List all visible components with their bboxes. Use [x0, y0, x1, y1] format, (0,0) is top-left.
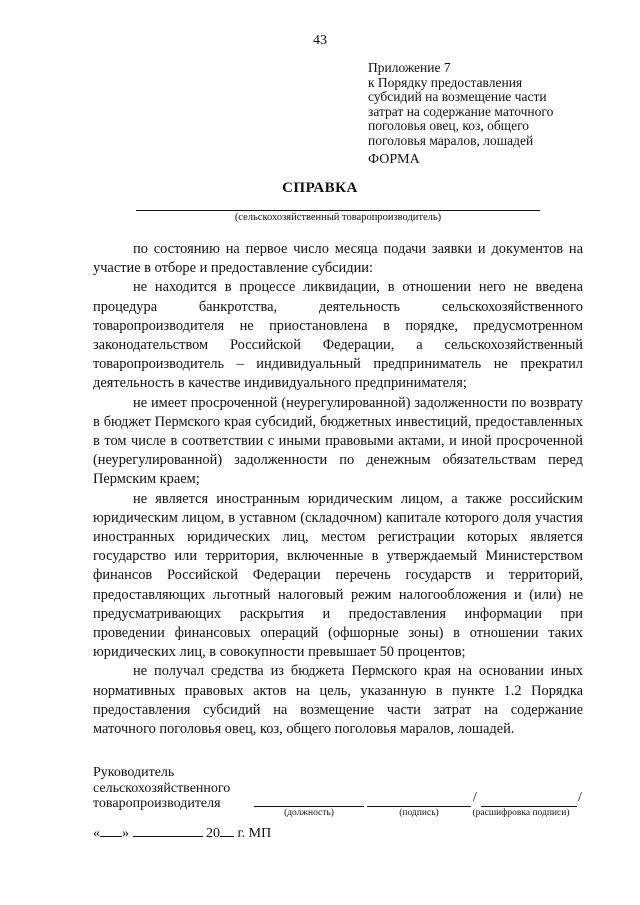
- slash-right: /: [578, 790, 582, 805]
- appendix-line: Приложение 7: [368, 60, 451, 75]
- position-fill-line[interactable]: [254, 806, 364, 807]
- date-suffix: г. МП: [237, 826, 272, 841]
- paragraph: по состоянию на первое число месяца подачи заявки и документов на участие в отборе и предоставление субсидии:: [93, 241, 583, 277]
- appendix-line: субсидий на возмещение части: [368, 89, 547, 105]
- appendix-line: затрат на содержание маточного: [368, 103, 554, 119]
- page-number: 43: [313, 33, 327, 48]
- year-blank[interactable]: [220, 824, 234, 837]
- signatory-label: [93, 765, 230, 812]
- signatory-label-line: Руководитель: [93, 765, 175, 780]
- paragraph: не является иностранным юридическим лицом, а также российским юридическим лицом, в уставном (складочном) капитале которого доля участия иностранных юридических лиц, местом регистрации которых является государство или территория, включенные в утверждаемый Министерством финансов Российской Федерации перечень государств и территорий, предоставляющих льготный налоговый режим налогообложения и (или) не предусматривающих раскрытия и предоставления информации при проведении финансовых операций (офшорные зоны) в отношении таких юридических лиц, в совокупности превышает 50 процентов;: [93, 490, 583, 661]
- decoding-caption: (расшифровка подписи): [472, 808, 570, 818]
- signature-fill-line[interactable]: [367, 806, 471, 807]
- appendix-line: поголовья овец, коз, общего: [368, 118, 530, 134]
- month-blank[interactable]: [133, 824, 203, 837]
- paragraph: не получал средства из бюджета Пермского края на основании иных нормативных правовых актов на цель, указанную в пункте 1.2 Порядка предоставления субсидий на возмещение части затрат на содержание маточного поголовья овец, коз, общего поголовья маралов, лошадей.: [93, 663, 583, 738]
- year-prefix: 20: [206, 826, 220, 841]
- slash-left: /: [473, 790, 477, 805]
- document-body: [93, 240, 583, 739]
- appendix-block: [368, 61, 628, 149]
- producer-fill-line[interactable]: [136, 210, 540, 211]
- appendix-line: поголовья маралов, лошадей: [368, 132, 534, 148]
- open-quote: «: [93, 826, 100, 841]
- paragraph: не находится в процессе ликвидации, в отношении него не введена процедура банкротства, деятельность сельскохозяйственного товаропроизводителя не приостановлена в порядке, предусмотренном законодательством Российской Федерации, а сельскохозяйственный товаропроизводитель – индивидуальный предприниматель не прекратил деятельность в качестве индивидуального предпринимателя;: [93, 279, 583, 392]
- signatory-label-line: товаропроизводителя: [93, 796, 221, 812]
- document-title: СПРАВКА: [282, 180, 358, 196]
- signatory-label-line: сельскохозяйственного: [93, 780, 231, 796]
- producer-caption: (сельскохозяйственный товаропроизводитель): [234, 212, 442, 223]
- signature-caption: (подпись): [399, 808, 439, 818]
- paragraph: не имеет просроченной (неурегулированной) задолженности по возврату в бюджет Пермского края субсидий, бюджетных инвестиций, предоставленных в том числе в соответствии с иными правовыми актами, и иной просроченной (неурегулированной) задолженности по денежным обязательствам перед Пермским краем;: [93, 394, 583, 488]
- close-quote: »: [122, 826, 129, 841]
- position-caption: (должность): [284, 808, 334, 818]
- form-label: ФОРМА: [368, 152, 420, 167]
- appendix-line: к Порядку предоставления: [368, 74, 523, 90]
- decoding-fill-line[interactable]: [481, 806, 577, 807]
- date-line: [93, 824, 271, 842]
- day-blank[interactable]: [100, 824, 122, 837]
